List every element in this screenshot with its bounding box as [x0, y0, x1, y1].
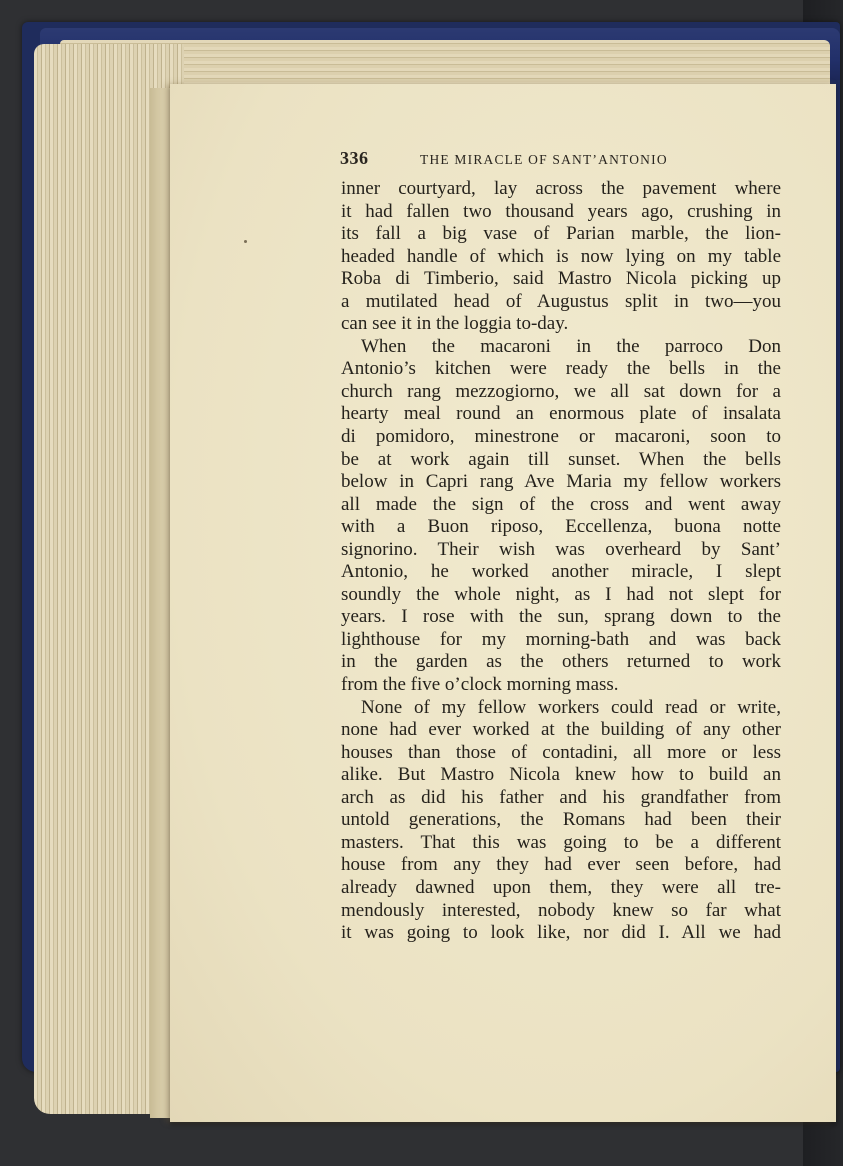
text-line: can see it in the loggia to-day. [341, 313, 569, 335]
text-line: its fall a big vase of Parian marble, the lion- [341, 223, 781, 245]
text-line: none had ever worked at the building of any other [341, 719, 781, 741]
running-header [340, 148, 760, 169]
text-line: from the five o’clock morning mass. [341, 674, 619, 696]
text-line: all made the sign of the cross and went away [341, 493, 781, 515]
text-line: untold generations, the Romans had been their [341, 809, 781, 831]
text-line: Antonio, he worked another miracle, I slept [341, 561, 781, 583]
text-line: Roba di Timberio, said Mastro Nicola picking up [341, 268, 781, 290]
text-line: already dawned upon them, they were all tre- [341, 876, 781, 898]
text-line: When the macaroni in the parroco Don [361, 335, 781, 357]
text-line: arch as did his father and his grandfather from [341, 786, 781, 808]
text-line: houses than those of contadini, all more or less [341, 741, 781, 763]
text-line: years. I rose with the sun, sprang down to the [341, 606, 781, 628]
text-line: masters. That this was going to be a different [341, 831, 781, 853]
text-line: None of my fellow workers could read or write, [361, 696, 781, 718]
text-line: with a Buon riposo, Eccellenza, buona notte [341, 516, 781, 538]
body-text [341, 178, 781, 945]
text-line: mendously interested, nobody knew so far what [341, 899, 781, 921]
text-line: it had fallen two thousand years ago, crushing in [341, 200, 781, 222]
text-line: be at work again till sunset. When the bells [341, 448, 781, 470]
page-speck [244, 240, 247, 243]
text-line: inner courtyard, lay across the pavement where [341, 178, 781, 199]
text-line: soundly the whole night, as I had not slept for [341, 583, 781, 605]
text-line: lighthouse for my morning-bath and was back [341, 628, 781, 650]
text-line: below in Capri rang Ave Maria my fellow workers [341, 471, 781, 493]
text-line: hearty meal round an enormous plate of insalata [341, 403, 781, 425]
text-line: alike. But Mastro Nicola knew how to build an [341, 764, 781, 786]
text-line: church rang mezzogiorno, we all sat down for a [341, 380, 781, 402]
text-line: it was going to look like, nor did I. All we had [341, 922, 781, 944]
text-line: di pomidoro, minestrone or macaroni, soon to [341, 426, 781, 448]
text-line: house from any they had ever seen before, had [341, 854, 781, 876]
text-line: signorino. Their wish was overheard by Sant’ [341, 538, 781, 560]
page-number: 336 [340, 148, 369, 168]
text-line: headed handle of which is now lying on my table [341, 245, 781, 267]
text-line: Antonio’s kitchen were ready the bells in the [341, 358, 781, 380]
text-line: in the garden as the others returned to work [341, 651, 781, 673]
running-title: THE MIRACLE OF SANT’ANTONIO [420, 152, 668, 167]
text-line: a mutilated head of Augustus split in two—you [341, 290, 781, 312]
